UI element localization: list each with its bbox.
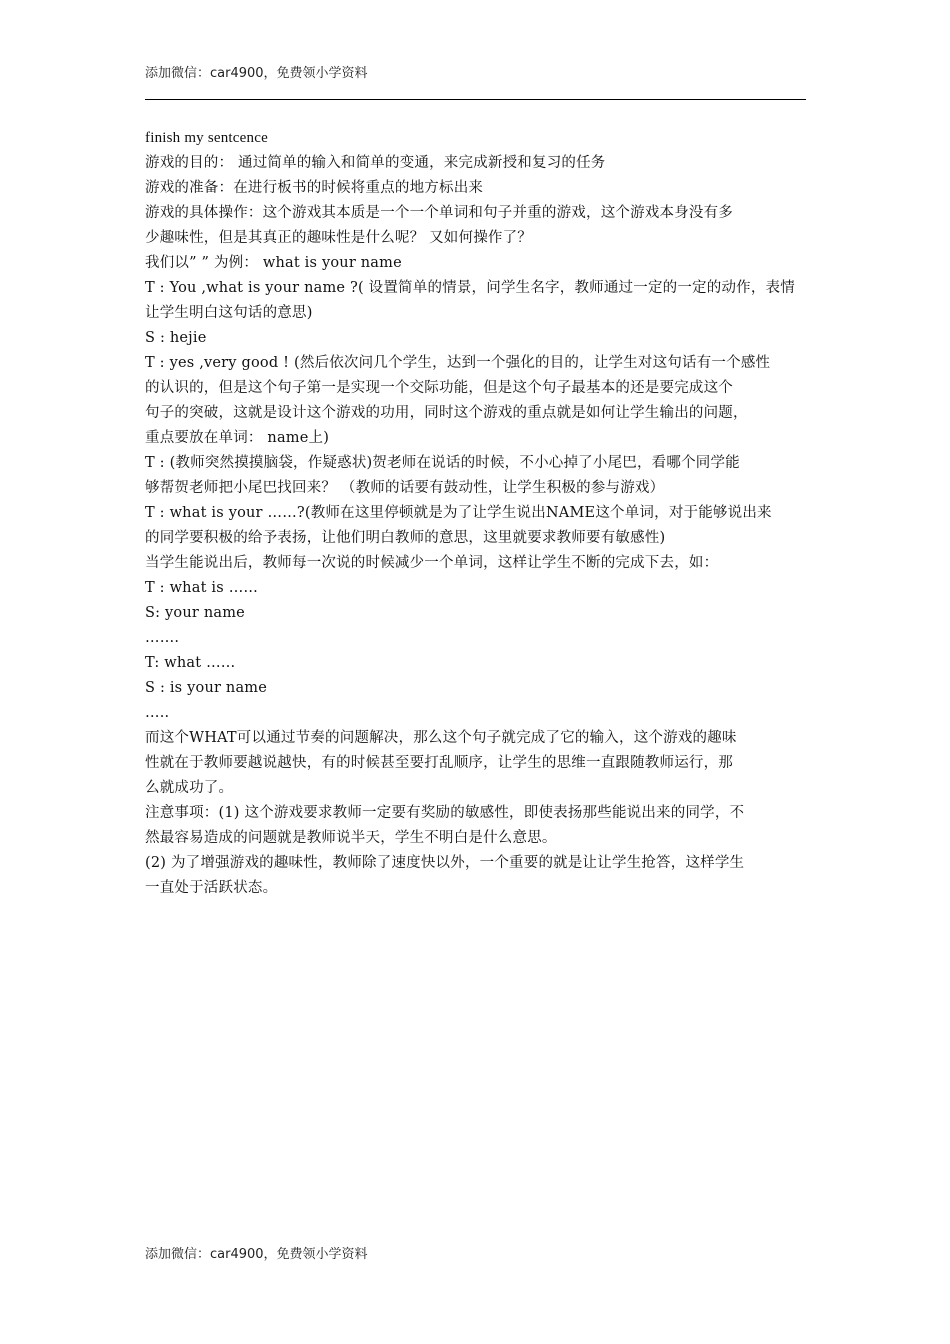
- page-footer: 添加微信：car4900，免费领小学资料: [145, 1247, 368, 1262]
- text-line: 一直处于活跃状态。: [145, 880, 278, 896]
- text-line: 游戏的目的： 通过简单的输入和简单的变通，来完成新授和复习的任务: [145, 155, 606, 171]
- text-line: 少趣味性，但是其真正的趣味性是什么呢？ 又如何操作了？: [145, 230, 533, 246]
- text-line: 的同学要积极的给予表扬，让他们明白教师的意思，这里就要求教师要有敏感性): [145, 530, 666, 546]
- text-line: 性就在于教师要越说越快，有的时候甚至要打乱顺序，让学生的思维一直跟随教师运行，那: [145, 755, 733, 771]
- header-divider: [145, 99, 806, 100]
- text-line: 游戏的准备：在进行板书的时候将重点的地方标出来: [145, 180, 484, 196]
- text-line: 然最容易造成的问题就是教师说半天，学生不明白是什么意思。: [145, 830, 557, 846]
- page-header: 添加微信：car4900，免费领小学资料: [145, 66, 368, 81]
- document-title: finish my sentcence: [145, 130, 268, 146]
- text-line: …….: [145, 630, 180, 646]
- text-line: T : yes ,very good ! (然后依次问几个学生，达到一个强化的目的，让学生对这句话有一个感性: [145, 355, 771, 371]
- text-line: S : hejie: [145, 330, 207, 346]
- text-line: 重点要放在单词： name上): [145, 430, 330, 446]
- text-line: …..: [145, 705, 170, 721]
- text-line: 让学生明白这句话的意思): [145, 305, 313, 321]
- text-line: 我们以” ” 为例： what is your name: [145, 255, 402, 271]
- text-line: 的认识的，但是这个句子第一是实现一个交际功能，但是这个句子最基本的还是要完成这个: [145, 380, 733, 396]
- text-line: 注意事项：(1) 这个游戏要求教师一定要有奖励的敏感性，即使表扬那些能说出来的同学，不: [145, 805, 745, 821]
- text-line: T : (教师突然摸摸脑袋，作疑惑状)贺老师在说话的时候，不小心掉了小尾巴，看哪个同学能: [145, 455, 740, 471]
- document-body: [145, 126, 815, 901]
- text-line: 句子的突破，这就是设计这个游戏的功用，同时这个游戏的重点就是如何让学生输出的问题，: [145, 405, 748, 421]
- text-line: T : You ,what is your name ?( 设置简单的情景，问学生名字，教师通过一定的一定的动作，表情: [145, 280, 795, 296]
- text-line: S : is your name: [145, 680, 268, 696]
- text-line: S: your name: [145, 605, 245, 621]
- text-line: 么就成功了。: [145, 780, 234, 796]
- text-line: T: what ……: [145, 655, 236, 671]
- document-paragraphs: [145, 151, 815, 901]
- text-line: T : what is your ……?(教师在这里停顿就是为了让学生说出NAME这个单词，对于能够说出来: [145, 505, 772, 521]
- text-line: 而这个WHAT可以通过节奏的问题解决，那么这个句子就完成了它的输入，这个游戏的趣味: [145, 730, 737, 746]
- text-line: T : what is ……: [145, 580, 259, 596]
- text-line: 够帮贺老师把小尾巴找回来？ （教师的话要有鼓动性，让学生积极的参与游戏）: [145, 480, 665, 496]
- text-line: 游戏的具体操作：这个游戏其本质是一个一个单词和句子并重的游戏，这个游戏本身没有多: [145, 205, 733, 221]
- text-line: 当学生能说出后，教师每一次说的时候减少一个单词，这样让学生不断的完成下去，如：: [145, 555, 719, 571]
- text-line: (2) 为了增强游戏的趣味性，教师除了速度快以外，一个重要的就是让让学生抢答，这样学生: [145, 855, 745, 871]
